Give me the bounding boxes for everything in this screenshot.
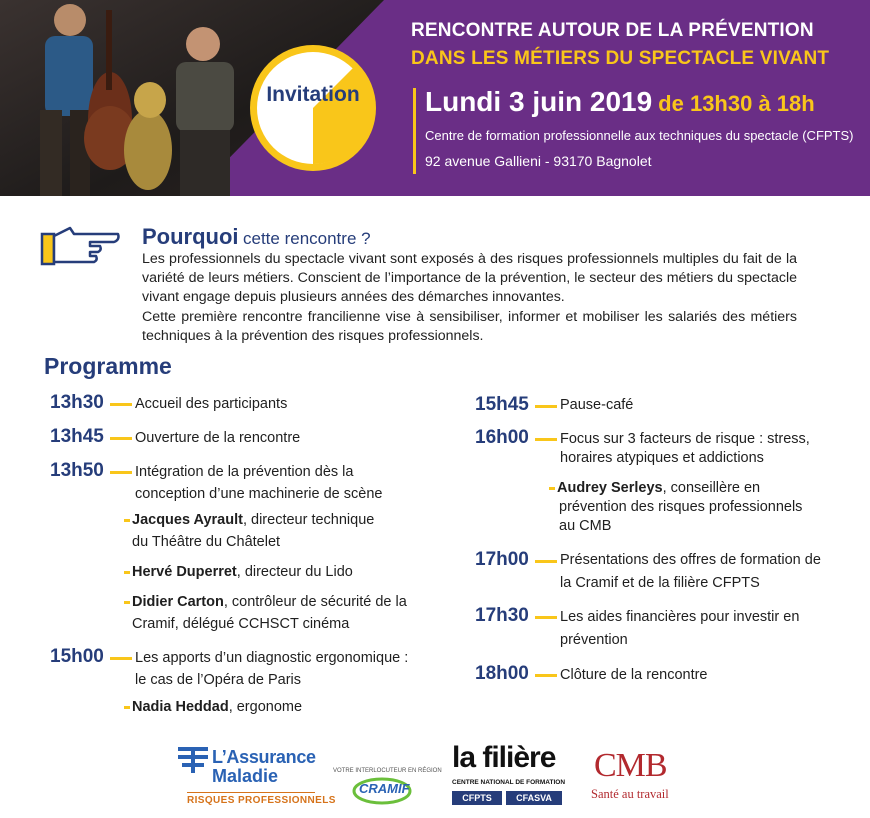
assurance-maladie-emblem-icon <box>176 745 210 775</box>
speaker-name: Didier Carton <box>132 594 224 610</box>
cfasva-tag: CFASVA <box>506 791 562 805</box>
speaker-name: Jacques Ayrault <box>132 512 243 528</box>
time-dash <box>110 471 132 474</box>
programme-item-text: Les apports d’un diagnostic ergonomique : <box>135 650 409 666</box>
programme-time: 17h00 <box>475 549 529 570</box>
speaker-role: , conseillère en <box>662 480 761 496</box>
time-dash <box>535 405 557 408</box>
programme-time: 16h00 <box>475 427 529 448</box>
programme-item-text: horaires atypiques et addictions <box>560 450 764 466</box>
speaker-role: , contrôleur de sécurité de la <box>223 594 407 610</box>
programme-item-text: la Cramif et de la filière CFPTS <box>560 575 760 591</box>
time-dash <box>535 674 557 677</box>
cramif-tagline: VOTRE INTERLOCUTEUR EN RÉGION <box>333 768 442 774</box>
speaker-name: Hervé Duperret <box>132 564 237 580</box>
programme-time: 15h45 <box>475 394 529 415</box>
speaker <box>124 561 353 583</box>
programme-item-text: Focus sur 3 facteurs de risque : stress, <box>560 431 810 447</box>
programme-item-text: Accueil des participants <box>135 396 288 412</box>
programme-item-text: Clôture de la rencontre <box>560 667 708 683</box>
speaker <box>124 696 302 718</box>
time-dash <box>535 616 557 619</box>
why-heading <box>142 224 371 250</box>
event-title-line1: RENCONTRE AUTOUR DE LA PRÉVENTION <box>411 20 814 41</box>
la-filiere-logo: la filière <box>452 741 556 774</box>
cfpts-tag: CFPTS <box>452 791 502 805</box>
programme-item-text: le cas de l’Opéra de Paris <box>135 672 302 688</box>
logo-divider <box>187 792 315 793</box>
header-divider <box>413 88 416 174</box>
event-title-line2: DANS LES MÉTIERS DU SPECTACLE VIVANT <box>411 48 830 69</box>
time-dash <box>535 560 557 563</box>
programme-item-text: Pause-café <box>560 397 634 413</box>
event-date <box>425 86 815 118</box>
time-dash <box>110 657 132 660</box>
speaker-name: Audrey Serleys <box>557 480 663 496</box>
programme-heading: Programme <box>44 353 172 379</box>
event-day: Lundi 3 juin 2019 <box>425 86 653 117</box>
cmb-subtitle: Santé au travail <box>591 787 669 801</box>
assurance-maladie-logo-line3: RISQUES PROFESSIONNELS <box>187 795 336 806</box>
time-dash <box>535 438 557 441</box>
speaker-role-line: du Théâtre du Châtelet <box>132 534 281 550</box>
time-dash <box>110 403 132 406</box>
event-venue: Centre de formation professionnelle aux techniques du spectacle (CFPTS) <box>425 128 854 143</box>
speaker <box>124 591 407 613</box>
cmb-logo: CMB <box>594 747 667 784</box>
event-hours: de 13h30 à 18h <box>658 91 815 116</box>
programme-time: 13h30 <box>50 392 104 413</box>
why-paragraph-2: Cette première rencontre francilienne vise à sensibiliser, informer et mobiliser les salariés des métiers techniques à la prévention des risques professionnels. <box>142 308 797 344</box>
speaker-role-line: Cramif, délégué CCHSCT cinéma <box>132 616 350 632</box>
why-heading-bold: Pourquoi <box>142 224 239 249</box>
speaker <box>124 509 374 531</box>
speaker-role: , directeur du Lido <box>236 564 353 580</box>
invitation-badge-label: Invitation <box>266 83 360 106</box>
event-address: 92 avenue Gallieni - 93170 Bagnolet <box>425 153 652 169</box>
header-banner <box>0 0 870 196</box>
programme-item-text: Les aides financières pour investir en <box>560 609 800 625</box>
speaker-role-line: prévention des risques professionnels <box>559 499 803 515</box>
speaker-role: , directeur technique <box>242 512 375 528</box>
programme-item-text: Intégration de la prévention dès la <box>135 464 354 480</box>
why-paragraph-1: Les professionnels du spectacle vivant sont exposés à des risques professionnels multiples du fait de la variété de leurs métiers. Conscient de l’importance de la prévention, le secteur des métiers du spectacle vivant engage depuis plusieurs années des démarches innovantes. <box>142 251 797 306</box>
programme-time: 17h30 <box>475 605 529 626</box>
programme-time: 15h00 <box>50 646 104 667</box>
programme-time: 18h00 <box>475 663 529 684</box>
pointing-hand-icon <box>40 224 122 268</box>
programme-item-text: Présentations des offres de formation de <box>560 552 821 568</box>
why-heading-rest: cette rencontre ? <box>243 229 371 248</box>
why-text <box>142 250 797 346</box>
speaker-name: Nadia Heddad <box>132 699 229 715</box>
assurance-maladie-logo-line1: L’Assurance <box>212 747 316 767</box>
assurance-maladie-logo-line2: Maladie <box>212 766 279 786</box>
programme-time: 13h45 <box>50 426 104 447</box>
programme-time: 13h50 <box>50 460 104 481</box>
speaker-role: , ergonome <box>228 699 303 715</box>
la-filiere-subtitle: CENTRE NATIONAL DE FORMATION <box>452 779 566 786</box>
cramif-logo: CRAMIF <box>359 781 410 796</box>
programme-item-text: Ouverture de la rencontre <box>135 430 301 446</box>
programme-item-text: prévention <box>560 632 628 648</box>
programme-item-text: conception d’une machinerie de scène <box>135 486 383 502</box>
speaker-role-line: au CMB <box>559 518 612 534</box>
time-dash <box>110 437 132 440</box>
